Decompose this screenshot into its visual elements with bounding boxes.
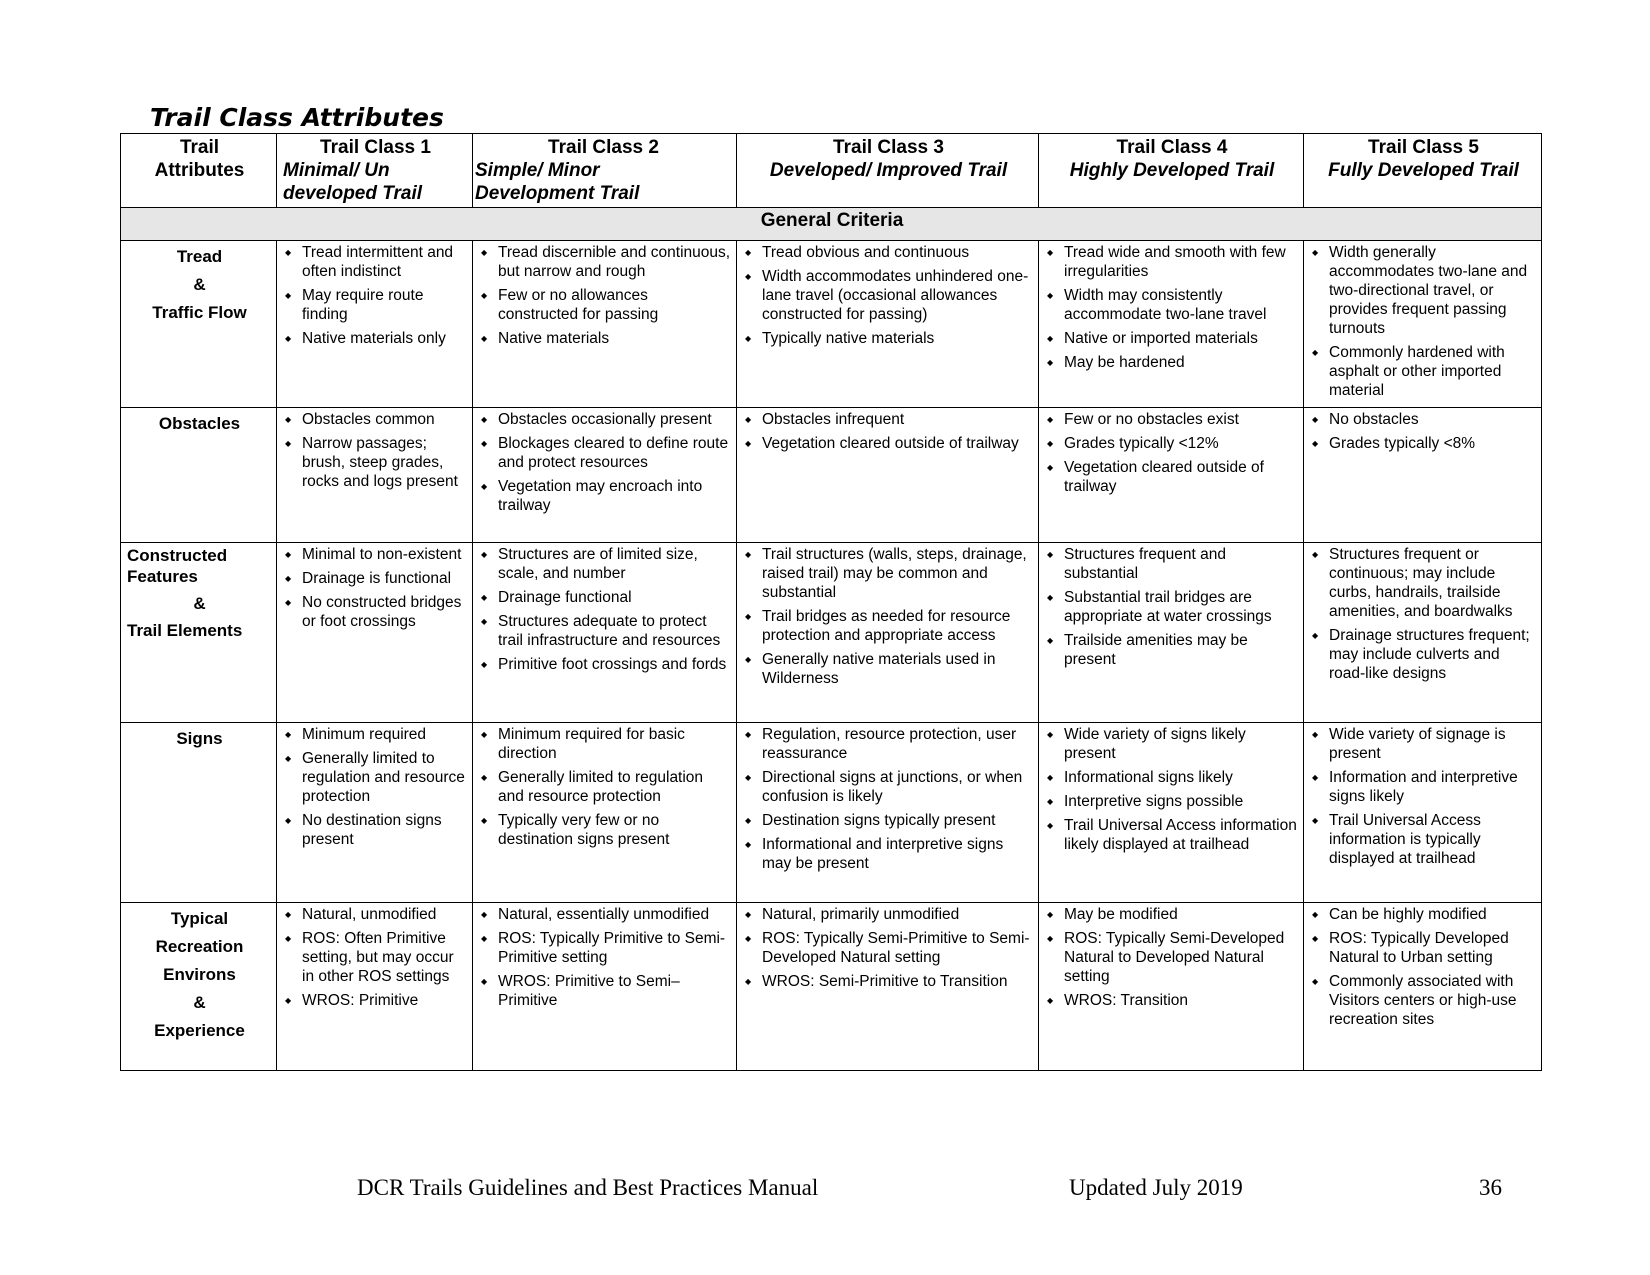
- header-row: [121, 134, 1542, 208]
- bullet-item: ◆ May be hardened: [1045, 353, 1299, 372]
- bullet-item: ◆ Natural, primarily unmodified: [743, 905, 1034, 924]
- class-name: Trail Class 2: [548, 137, 659, 158]
- criteria-cell: [1304, 723, 1542, 903]
- bullet-item: ◆ Generally native materials used in Wilderness: [743, 650, 1034, 688]
- class-name: Trail Class 1: [320, 137, 431, 158]
- row-label-signs: [121, 723, 277, 903]
- trail-class-table: [120, 133, 1542, 1071]
- row-label-line: Traffic Flow: [152, 303, 247, 322]
- bullet-item: ◆ ROS: Typically Semi-Developed Natural to Developed Natural setting: [1045, 929, 1299, 986]
- bullet-item: ◆ Trailside amenities may be present: [1045, 631, 1299, 669]
- criteria-cell: [277, 408, 473, 543]
- bullet-item: ◆ Width generally accommodates two-lane and two-directional travel, or provides frequent passing turnouts: [1310, 243, 1537, 338]
- bullet-item: ◆ Vegetation may encroach into trailway: [479, 477, 732, 515]
- bullet-item: ◆ Minimum required for basic direction: [479, 725, 732, 763]
- bullet-item: ◆ Minimal to non-existent: [283, 545, 468, 564]
- criteria-cell: [277, 903, 473, 1071]
- bullet-item: ◆ Few or no obstacles exist: [1045, 410, 1299, 429]
- recreation-row: [121, 903, 1542, 1071]
- row-label-line: Experience: [154, 1021, 245, 1040]
- criteria-cell: [1039, 903, 1304, 1071]
- trail-attributes-header: [121, 134, 277, 208]
- class-name: Trail Class 3: [833, 137, 944, 158]
- bullet-item: ◆ WROS: Semi-Primitive to Transition: [743, 972, 1034, 991]
- bullet-item: ◆ Grades typically <12%: [1045, 434, 1299, 453]
- criteria-cell: [473, 723, 737, 903]
- bullet-item: ◆ ROS: Typically Primitive to Semi-Primitive setting: [479, 929, 732, 967]
- bullet-item: ◆ Natural, unmodified: [283, 905, 468, 924]
- criteria-cell: [737, 241, 1039, 408]
- criteria-cell: [473, 241, 737, 408]
- tread-row: [121, 241, 1542, 408]
- class-name: Trail Class 4: [1116, 137, 1228, 158]
- bullet-item: ◆ Native materials: [479, 329, 732, 348]
- class-desc: Minimal/ Un: [283, 160, 390, 181]
- bullet-item: ◆ Wide variety of signs likely present: [1045, 725, 1299, 763]
- criteria-cell: [1039, 723, 1304, 903]
- row-label-line: Recreation: [155, 937, 244, 956]
- bullet-item: ◆ ROS: Often Primitive setting, but may occur in other ROS settings: [283, 929, 468, 986]
- bullet-item: ◆ Regulation, resource protection, user reassurance: [743, 725, 1034, 763]
- class-name: Trail Class 5: [1368, 137, 1479, 158]
- row-label-line: Signs: [176, 729, 223, 748]
- bullet-item: ◆ Blockages cleared to define route and protect resources: [479, 434, 732, 472]
- bullet-item: ◆ Commonly associated with Visitors centers or high-use recreation sites: [1310, 972, 1537, 1029]
- class-desc: Fully Developed Trail: [1328, 160, 1519, 181]
- row-label-line: &: [193, 275, 206, 294]
- bullet-item: ◆ Width may consistently accommodate two-lane travel: [1045, 286, 1299, 324]
- class-desc: developed Trail: [283, 183, 423, 204]
- footer-manual-title: DCR Trails Guidelines and Best Practices Manual: [357, 1175, 819, 1200]
- bullet-item: ◆ WROS: Primitive to Semi–Primitive: [479, 972, 732, 1010]
- document-title: Trail Class Attributes: [150, 103, 444, 132]
- criteria-cell: [737, 903, 1039, 1071]
- bullet-item: ◆ WROS: Transition: [1045, 991, 1299, 1010]
- bullet-item: ◆ Drainage structures frequent; may include culverts and road-like designs: [1310, 626, 1537, 683]
- criteria-cell: [1039, 543, 1304, 723]
- row-label-line: Typical: [170, 909, 229, 928]
- bullet-item: ◆ Directional signs at junctions, or when confusion is likely: [743, 768, 1034, 806]
- bullet-item: ◆ Generally limited to regulation and resource protection: [283, 749, 468, 806]
- criteria-cell: [1039, 241, 1304, 408]
- row-label-line: Obstacles: [158, 414, 241, 433]
- bullet-item: ◆ No obstacles: [1310, 410, 1537, 429]
- bullet-item: ◆ Tread intermittent and often indistinct: [283, 243, 468, 281]
- criteria-cell: [1304, 408, 1542, 543]
- row-label-constructed: [121, 543, 277, 723]
- row-label-obstacles: [121, 408, 277, 543]
- criteria-cell: [1304, 543, 1542, 723]
- class-5-header: [1304, 134, 1542, 208]
- bullet-item: ◆ Narrow passages; brush, steep grades, rocks and logs present: [283, 434, 468, 491]
- bullet-item: ◆ Informational signs likely: [1045, 768, 1299, 787]
- criteria-cell: [277, 241, 473, 408]
- bullet-item: ◆ Can be highly modified: [1310, 905, 1537, 924]
- bullet-item: ◆ Structures adequate to protect trail infrastructure and resources: [479, 612, 732, 650]
- bullet-item: ◆ Native or imported materials: [1045, 329, 1299, 348]
- bullet-item: ◆ Drainage functional: [479, 588, 732, 607]
- bullet-item: ◆ Destination signs typically present: [743, 811, 1034, 830]
- row-label-tread: [121, 241, 277, 408]
- bullet-item: ◆ WROS: Primitive: [283, 991, 468, 1010]
- bullet-item: ◆ Trail Universal Access information likely displayed at trailhead: [1045, 816, 1299, 854]
- bullet-item: ◆ Tread discernible and continuous, but narrow and rough: [479, 243, 732, 281]
- attr-header-line: Trail: [179, 137, 220, 158]
- criteria-cell: [737, 723, 1039, 903]
- bullet-item: ◆ Trail bridges as needed for resource protection and appropriate access: [743, 607, 1034, 645]
- bullet-item: ◆ Natural, essentially unmodified: [479, 905, 732, 924]
- bullet-item: ◆ Structures are of limited size, scale, and number: [479, 545, 732, 583]
- bullet-item: ◆ Minimum required: [283, 725, 468, 744]
- class-desc: Highly Developed Trail: [1069, 160, 1275, 181]
- bullet-item: ◆ Tread wide and smooth with few irregularities: [1045, 243, 1299, 281]
- criteria-cell: [277, 723, 473, 903]
- bullet-item: ◆ Primitive foot crossings and fords: [479, 655, 732, 674]
- class-4-header: [1039, 134, 1304, 208]
- bullet-item: ◆ Obstacles common: [283, 410, 468, 429]
- class-1-header: [277, 134, 473, 208]
- criteria-cell: [1039, 408, 1304, 543]
- criteria-cell: [1304, 903, 1542, 1071]
- class-desc: Development Trail: [475, 183, 640, 204]
- bullet-item: ◆ May be modified: [1045, 905, 1299, 924]
- footer-updated: Updated July 2019: [1069, 1175, 1243, 1200]
- bullet-item: ◆ Trail structures (walls, steps, drainage, raised trail) may be common and substantial: [743, 545, 1034, 602]
- criteria-cell: [277, 543, 473, 723]
- bullet-item: ◆ No destination signs present: [283, 811, 468, 849]
- bullet-item: ◆ Informational and interpretive signs may be present: [743, 835, 1034, 873]
- bullet-item: ◆ May require route finding: [283, 286, 468, 324]
- section-row: [121, 208, 1542, 241]
- row-label-line: Constructed: [127, 546, 228, 565]
- row-label-line: Environs: [163, 965, 236, 984]
- bullet-item: ◆ Obstacles infrequent: [743, 410, 1034, 429]
- bullet-item: ◆ Native materials only: [283, 329, 468, 348]
- bullet-item: ◆ Tread obvious and continuous: [743, 243, 1034, 262]
- bullet-item: ◆ Vegetation cleared outside of trailway: [1045, 458, 1299, 496]
- row-label-line: Features: [127, 567, 198, 586]
- bullet-item: ◆ ROS: Typically Developed Natural to Urban setting: [1310, 929, 1537, 967]
- class-desc: Simple/ Minor: [475, 160, 600, 181]
- criteria-cell: [473, 543, 737, 723]
- bullet-item: ◆ Drainage is functional: [283, 569, 468, 588]
- bullet-item: ◆ Generally limited to regulation and resource protection: [479, 768, 732, 806]
- signs-row: [121, 723, 1542, 903]
- bullet-item: ◆ Interpretive signs possible: [1045, 792, 1299, 811]
- bullet-item: ◆ Trail Universal Access information is typically displayed at trailhead: [1310, 811, 1537, 868]
- bullet-item: ◆ Obstacles occasionally present: [479, 410, 732, 429]
- bullet-item: ◆ Vegetation cleared outside of trailway: [743, 434, 1034, 453]
- row-label-line: &: [193, 594, 206, 613]
- bullet-item: ◆ Typically very few or no destination signs present: [479, 811, 732, 849]
- row-label-line: Trail Elements: [127, 621, 243, 640]
- class-3-header: [737, 134, 1039, 208]
- general-criteria-header: General Criteria: [121, 208, 1542, 241]
- obstacles-row: [121, 408, 1542, 543]
- criteria-cell: [473, 408, 737, 543]
- class-desc: Developed/ Improved Trail: [769, 160, 1008, 181]
- class-2-header: [473, 134, 737, 208]
- criteria-cell: [1304, 241, 1542, 408]
- bullet-item: ◆ Grades typically <8%: [1310, 434, 1537, 453]
- bullet-item: ◆ No constructed bridges or foot crossings: [283, 593, 468, 631]
- bullet-item: ◆ Wide variety of signage is present: [1310, 725, 1537, 763]
- row-label-line: Tread: [176, 247, 223, 266]
- bullet-item: ◆ Structures frequent and substantial: [1045, 545, 1299, 583]
- bullet-item: ◆ Typically native materials: [743, 329, 1034, 348]
- bullet-item: ◆ ROS: Typically Semi-Primitive to Semi-Developed Natural setting: [743, 929, 1034, 967]
- criteria-cell: [737, 408, 1039, 543]
- bullet-item: ◆ Information and interpretive signs likely: [1310, 768, 1537, 806]
- constructed-features-row: [121, 543, 1542, 723]
- attr-header-line: Attributes: [154, 160, 245, 181]
- row-label-line: &: [193, 993, 206, 1012]
- bullet-item: ◆ Structures frequent or continuous; may include curbs, handrails, trailside amenities, and boardwalks: [1310, 545, 1537, 621]
- bullet-item: ◆ Width accommodates unhindered one-lane travel (occasional allowances constructed for passing): [743, 267, 1034, 324]
- row-label-recreation: [121, 903, 277, 1071]
- bullet-item: ◆ Commonly hardened with asphalt or other imported material: [1310, 343, 1537, 400]
- bullet-item: ◆ Few or no allowances constructed for passing: [479, 286, 732, 324]
- footer-page-number: 36: [1479, 1175, 1502, 1200]
- criteria-cell: [473, 903, 737, 1071]
- criteria-cell: [737, 543, 1039, 723]
- bullet-item: ◆ Substantial trail bridges are appropriate at water crossings: [1045, 588, 1299, 626]
